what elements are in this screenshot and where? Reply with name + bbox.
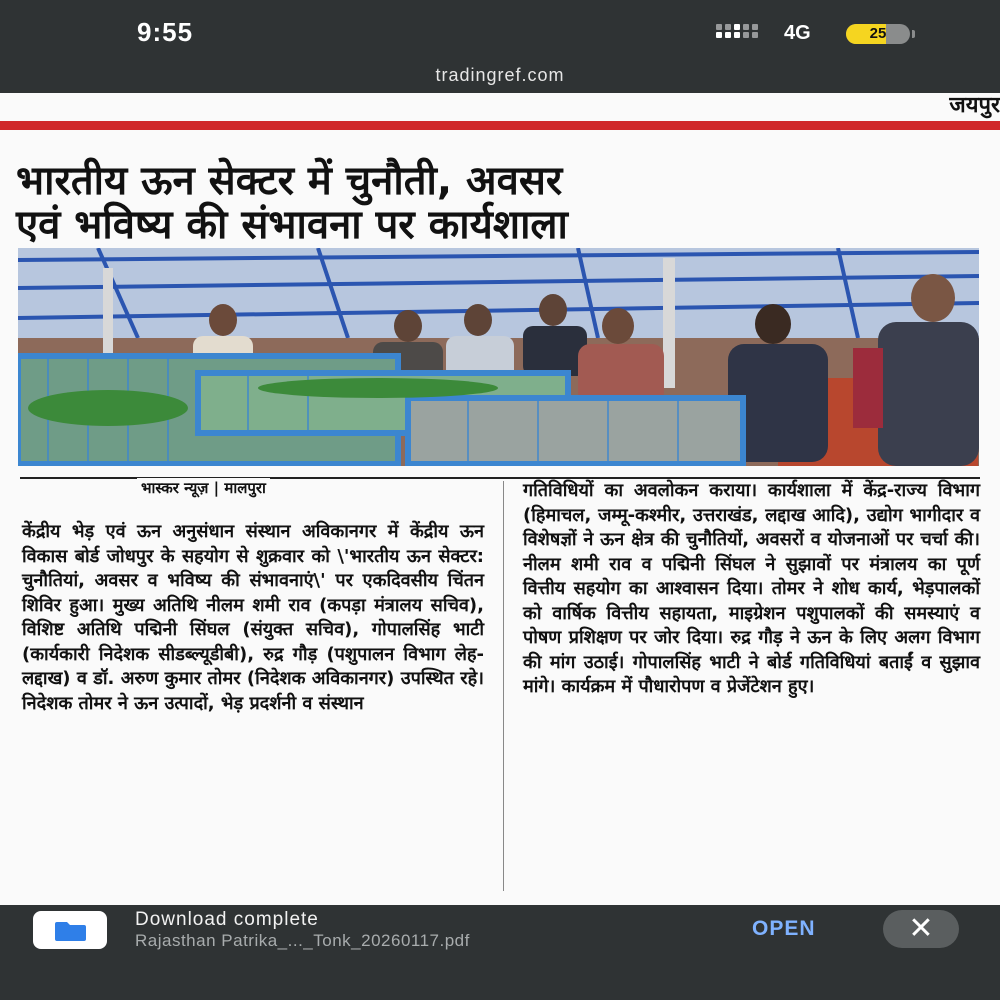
network-type: 4G <box>784 22 811 44</box>
headline <box>16 159 966 247</box>
battery-icon <box>846 24 910 44</box>
red-rule <box>0 121 1000 130</box>
close-button[interactable] <box>883 910 959 948</box>
article-column-right: गतिविधियों का अवलोकन कराया। कार्यशाला में केंद्र-राज्य विभाग (हिमाचल, जम्मू-कश्मीर, उत्तराखंड, लद्दाख आदि), उद्योग भागीदार व विशेषज्ञों ने ऊन क्षेत्र की चुनौतियों, अवसरों व योजनाओं पर चर्चा की। नीलम शमी राव व पद्मिनी सिंघल ने सुझावों पर मंत्रालय का पूर्ण वित्तीय सहयोग का आश्वासन दिया। तोमर ने शोध कार्य, भेड़पालकों को वार्षिक वित्तीय सहायता, माइग्रेशन पशुपालकों की समस्याएं व पोषण प्रशिक्षण पर जोर दिया। रुद्र गौड़ ने ऊन के लिए अलग विभाग की मांग उठाई। गोपालसिंह भाटी ने बोर्ड गतिविधियां बताईं व सुझाव मांगे। कार्यक्रम में पौधारोपण व प्रेजेंटेशन हुए। <box>523 480 980 697</box>
signal-icon <box>716 28 766 42</box>
download-filename: Rajasthan Patrika_..._Tonk_20260117.pdf <box>135 931 470 950</box>
byline: भास्कर न्यूज़ | मालपुरा <box>137 478 270 498</box>
column-divider <box>503 481 504 891</box>
status-bar <box>0 0 1000 62</box>
article-column-left: केंद्रीय भेड़ एवं ऊन अनुसंधान संस्थान अविकानगर में केंद्रीय ऊन विकास बोर्ड जोधपुर के सहयोग से शुक्रवार को \'भारतीय ऊन सेक्टर: चुनौतियां, अवसर व भविष्य की संभावनाएं\' पर एकदिवसीय चिंतन शिविर हुआ। मुख्य अतिथि नीलम शमी राव (कपड़ा मंत्रालय सचिव), विशिष्ट अतिथि पद्मिनी सिंघल (संयुक्त सचिव), गोपालसिंह भाटी (कार्यकारी निदेशक सीडब्ल्यूडीबी), रुद्र गौड़ (पशुपालन विभाग लेह-लद्दाख) व डॉ. अरुण कुमार तोमर (निदेशक अविकानगर) उपस्थित रहे। निदेशक तोमर ने ऊन उत्पादों, भेड़ प्रदर्शनी व संस्थान <box>22 521 484 714</box>
open-button[interactable]: OPEN <box>752 917 816 940</box>
url-bar[interactable] <box>0 62 1000 93</box>
byline-place: मालपुरा <box>224 479 266 497</box>
battery-level: 25 <box>869 25 887 42</box>
battery-tip <box>912 30 915 38</box>
folder-icon[interactable] <box>33 911 107 949</box>
close-icon[interactable]: ✕ <box>908 911 934 946</box>
newspaper-clipping <box>0 93 1000 905</box>
city-label: जयपुर <box>949 93 1000 118</box>
status-time: 9:55 <box>137 17 194 47</box>
url-text[interactable]: tradingref.com <box>435 65 565 85</box>
byline-source: भास्कर न्यूज़ <box>141 479 209 497</box>
download-title: Download complete <box>135 909 319 930</box>
news-photo <box>18 248 979 466</box>
headline-line-1: भारतीय ऊन सेक्टर में चुनौती, अवसर <box>16 158 563 204</box>
workshop-photo-illustration <box>18 248 979 466</box>
headline-line-2: एवं भविष्य की संभावना पर कार्यशाला <box>16 202 568 248</box>
